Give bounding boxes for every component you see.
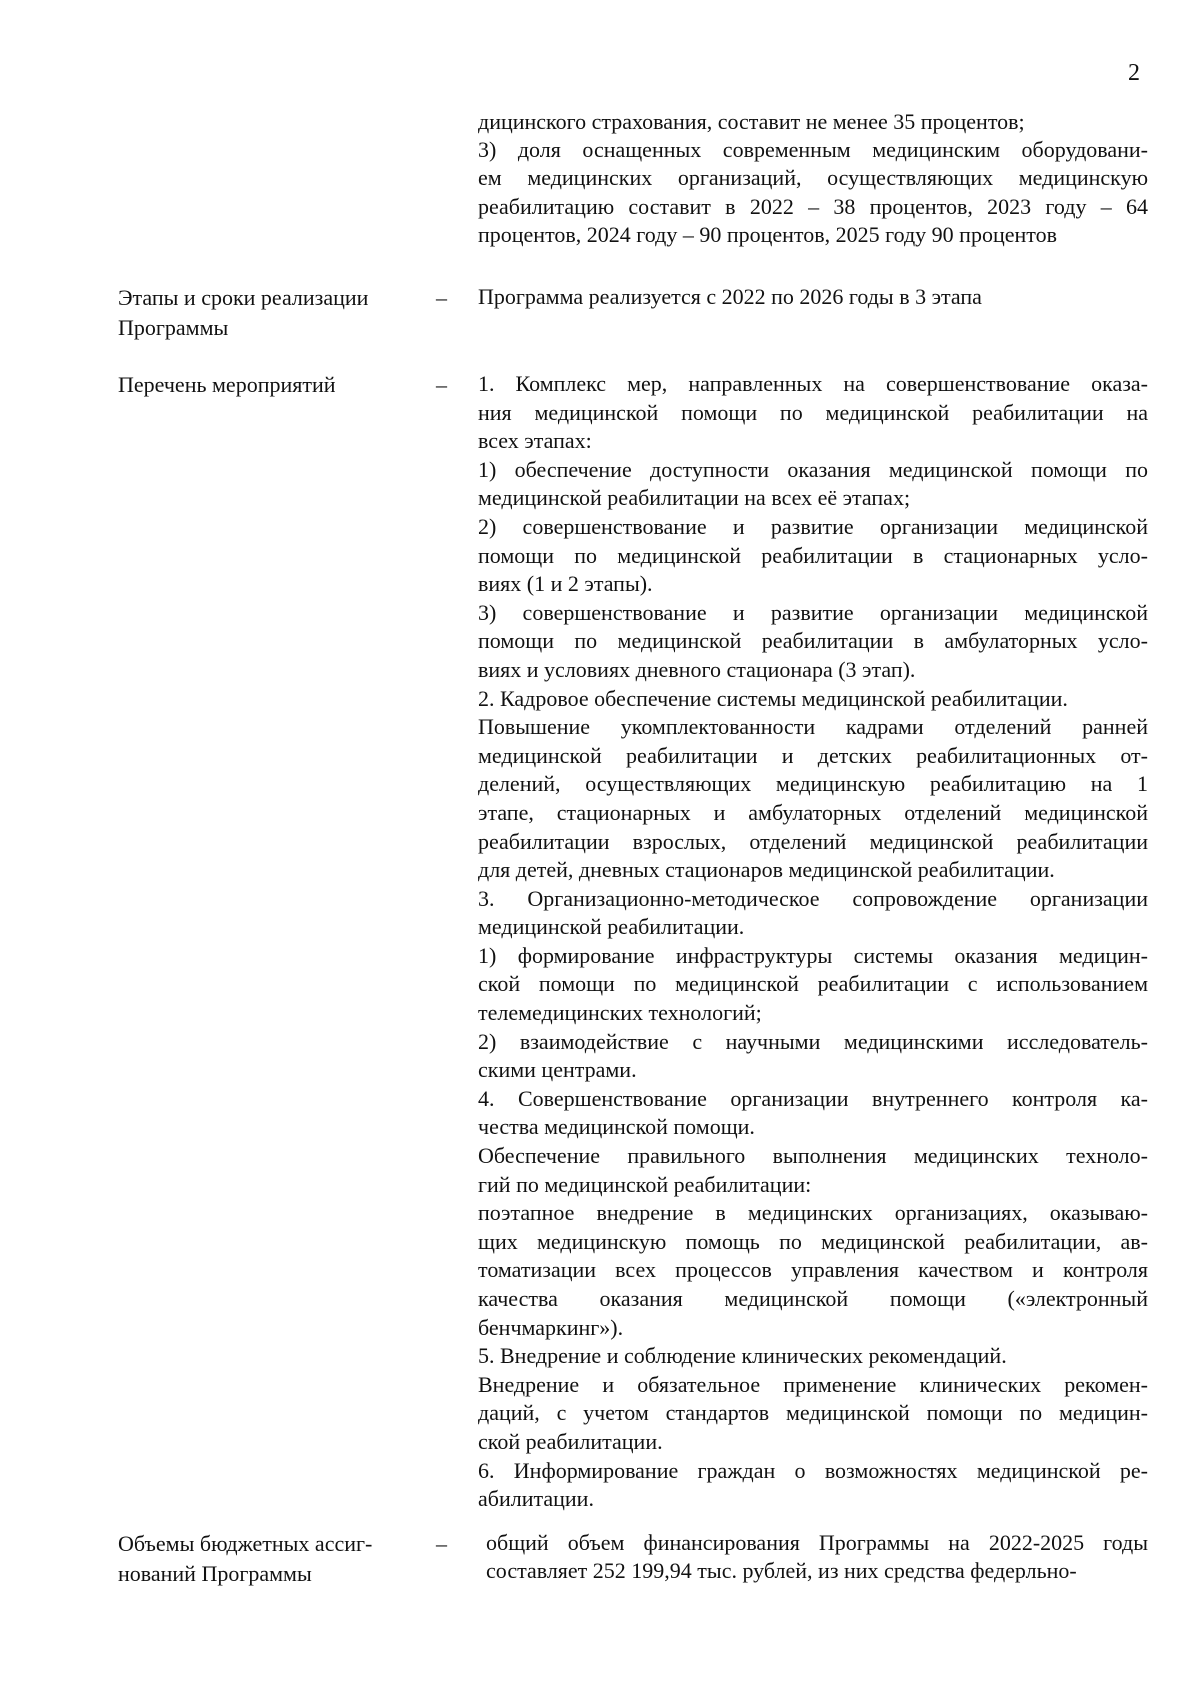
text-line: 1) формирование инфраструктуры системы оказания медицин-: [478, 942, 1148, 968]
text-line: даций, с учетом стандартов медицинской помощи по медицин-: [478, 1400, 1148, 1426]
text-line: делений, осуществляющих медицинскую реабилитацию на 1: [478, 771, 1148, 797]
text-line: Повышение укомплектованности кадрами отделений ранней: [478, 714, 1148, 740]
stages-label: [118, 283, 408, 343]
intro-continuation-text: [478, 108, 1148, 249]
text-line: общий объем финансирования Программы на 2022-2025 годы: [486, 1530, 1148, 1555]
text-line: 3) совершенствование и развитие организации медицинской: [478, 599, 1148, 625]
text-line: ской реабилитации.: [478, 1428, 663, 1454]
text-line: 2) взаимодействие с научными медицинскими исследователь-: [478, 1028, 1148, 1054]
text-line: для детей, дневных стационаров медицинской реабилитации.: [478, 857, 1055, 883]
text-line: чества медицинской помощи.: [478, 1114, 755, 1140]
text-line: всех этапах:: [478, 428, 592, 454]
text-line: реабилитации взрослых, отделений медицинской реабилитации: [478, 828, 1148, 854]
measures-content: [478, 370, 1148, 1514]
label-line: Перечень мероприятий: [118, 372, 336, 397]
text-line: абилитации.: [478, 1486, 594, 1512]
stages-dash: –: [436, 285, 447, 310]
page-number: 2: [1128, 60, 1140, 86]
text-line: качества оказания медицинской помощи («электронный: [478, 1286, 1148, 1311]
text-line: 5. Внедрение и соблюдение клинических рекомендаций.: [478, 1343, 1007, 1369]
text-line: этапе, стационарных и амбулаторных отделений медицинской: [478, 799, 1148, 825]
text-line: виях (1 и 2 этапы).: [478, 571, 653, 597]
text-line: 3. Организационно-методическое сопровождение организации: [478, 885, 1148, 911]
text-line: ем медицинских организаций, осуществляющих медицинскую: [478, 165, 1148, 191]
text-line: 3) доля оснащенных современным медицинским оборудовани-: [478, 137, 1148, 163]
text-line: скими центрами.: [478, 1057, 637, 1083]
budget-label: [118, 1529, 418, 1589]
text-line: поэтапное внедрение в медицинских организациях, оказываю-: [478, 1200, 1148, 1226]
text-line: помощи по медицинской реабилитации в амбулаторных усло-: [478, 628, 1148, 654]
text-line: составляет 252 199,94 тыс. рублей, из них средства федерльно-: [486, 1558, 1077, 1584]
text-line: виях и условиях дневного стационара (3 этап).: [478, 656, 916, 682]
text-line: 2) совершенствование и развитие организации медицинской: [478, 513, 1148, 539]
text-line: Программа реализуется с 2022 по 2026 годы в 3 этапа: [478, 284, 982, 309]
text-line: реабилитацию составит в 2022 – 38 процентов, 2023 году – 64: [478, 193, 1148, 219]
measures-dash: –: [436, 372, 447, 397]
text-line: щих медицинскую помощь по медицинской реабилитации, ав-: [478, 1228, 1148, 1254]
text-line: 2. Кадровое обеспечение системы медицинской реабилитации.: [478, 685, 1068, 711]
text-line: гий по медицинской реабилитации:: [478, 1171, 812, 1197]
measures-label: [118, 370, 408, 400]
label-line: Программы: [118, 315, 229, 340]
label-line: Объемы бюджетных ассиг-: [118, 1531, 373, 1556]
label-line: Этапы и сроки реализации: [118, 285, 369, 310]
text-line: ской помощи по медицинской реабилитации с использованием: [478, 971, 1148, 997]
budget-content: [486, 1529, 1148, 1585]
text-line: дицинского страхования, составит не менее 35 процентов;: [478, 109, 1025, 134]
text-line: медицинской реабилитации и детских реабилитационных от-: [478, 742, 1148, 768]
text-line: бенчмаркинг»).: [478, 1314, 624, 1340]
label-line: нований Программы: [118, 1561, 312, 1586]
text-line: ния медицинской помощи по медицинской реабилитации на: [478, 399, 1148, 425]
text-line: томатизации всех процессов управления качеством и контроля: [478, 1257, 1148, 1283]
text-line: 6. Информирование граждан о возможностях медицинской ре-: [478, 1457, 1148, 1483]
text-line: 4. Совершенствование организации внутреннего контроля ка-: [478, 1085, 1148, 1111]
text-line: 1) обеспечение доступности оказания медицинской помощи по: [478, 456, 1148, 482]
text-line: медицинской реабилитации на всех её этапах;: [478, 485, 911, 511]
text-line: медицинской реабилитации.: [478, 914, 745, 940]
text-line: Внедрение и обязательное применение клинических рекомен-: [478, 1371, 1148, 1397]
text-line: 1. Комплекс мер, направленных на совершенствование оказа-: [478, 371, 1148, 396]
text-line: помощи по медицинской реабилитации в стационарных усло-: [478, 542, 1148, 568]
stages-content: [478, 283, 1148, 311]
text-line: Обеспечение правильного выполнения медицинских техноло-: [478, 1143, 1148, 1169]
text-line: телемедицинских технологий;: [478, 1000, 762, 1026]
text-line: процентов, 2024 году – 90 процентов, 2025 году 90 процентов: [478, 221, 1057, 247]
budget-dash: –: [436, 1531, 447, 1556]
